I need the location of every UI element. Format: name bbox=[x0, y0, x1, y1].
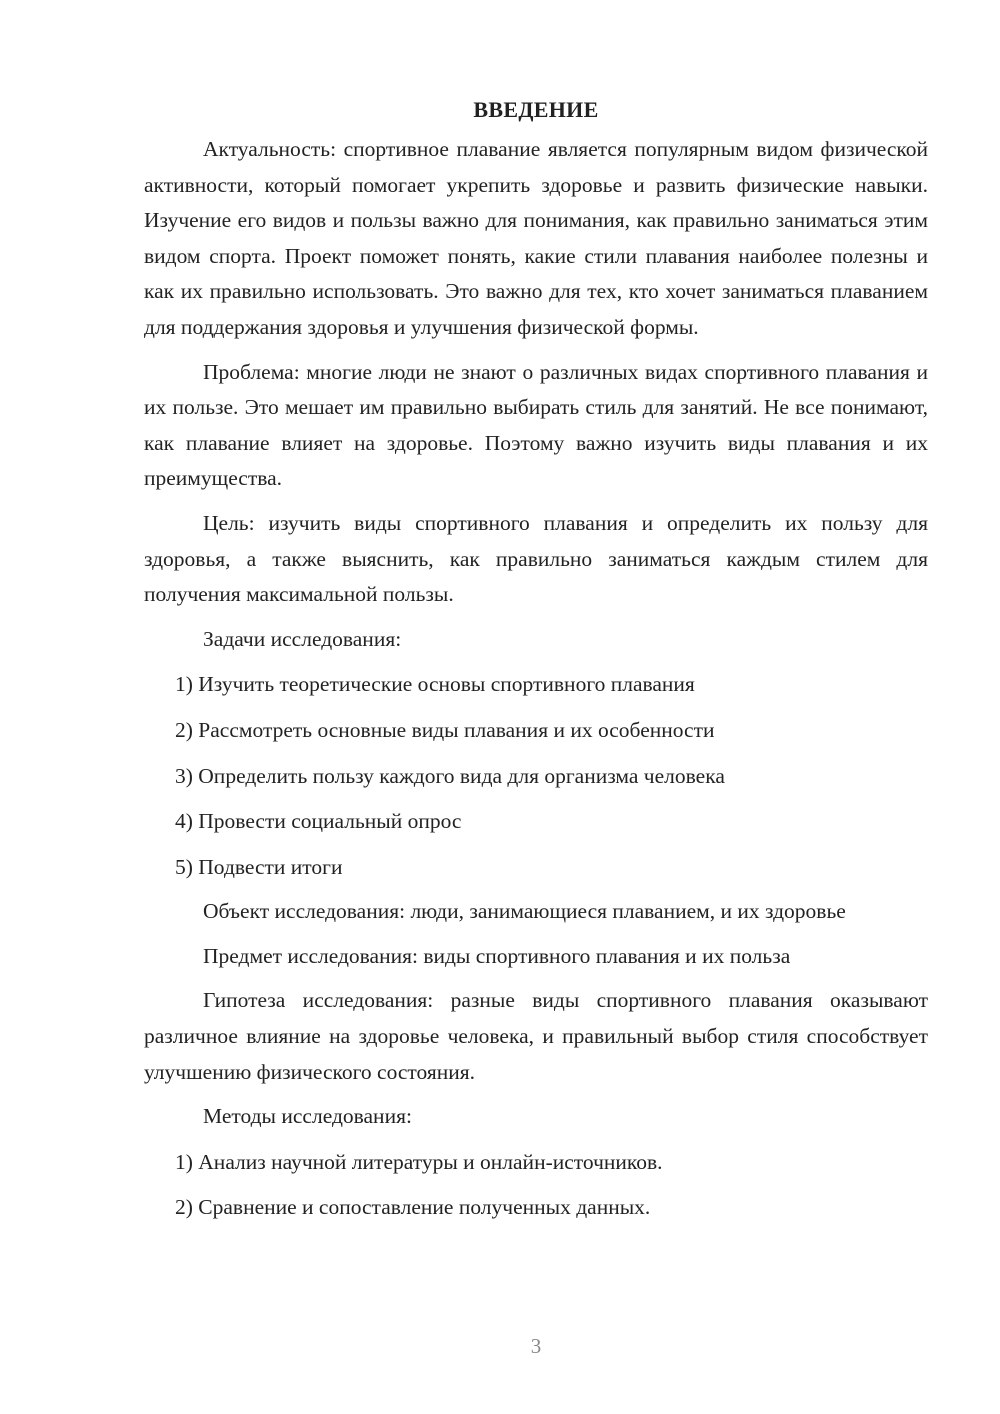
methods-heading: Методы исследования: bbox=[203, 1104, 412, 1129]
tasks-heading: Задачи исследования: bbox=[203, 626, 402, 651]
object-paragraph: Объект исследования: люди, занимающиеся плаванием, и их здоровье bbox=[203, 899, 846, 924]
task-item: 5) Подвести итоги bbox=[175, 854, 343, 879]
page-content bbox=[144, 92, 928, 1226]
page-number: 3 bbox=[530, 1334, 542, 1358]
task-item: 2) Рассмотреть основные виды плавания и их особенности bbox=[175, 717, 715, 742]
task-item: 3) Определить пользу каждого вида для организма человека bbox=[175, 763, 725, 788]
goal-paragraph: Цель: изучить виды спортивного плавания и определить их пользу для здоровья, а также выяснить, как правильно заниматься каждым стилем для получения максимальной пользы. bbox=[144, 510, 928, 607]
task-item: 4) Провести социальный опрос bbox=[175, 809, 462, 834]
relevance-paragraph: Актуальность: спортивное плавание является популярным видом физической активности, который помогает укрепить здоровье и развить физические навыки. Изучение его видов и пользы важно для понимания, как правильно заниматься этим видом спорта. Проект поможет понять, какие стили плавания наиболее полезны и как их правильно использовать. Это важно для тех, кто хочет заниматься плаванием для поддержания здоровья и улучшения физической формы. bbox=[144, 137, 928, 339]
subject-paragraph: Предмет исследования: виды спортивного плавания и их польза bbox=[203, 943, 791, 968]
task-item: 1) Изучить теоретические основы спортивного плавания bbox=[175, 672, 695, 697]
method-item: 1) Анализ научной литературы и онлайн-источников. bbox=[175, 1149, 663, 1174]
method-item: 2) Сравнение и сопоставление полученных данных. bbox=[175, 1195, 651, 1220]
problem-paragraph: Проблема: многие люди не знают о различных видах спортивного плавания и их пользе. Это мешает им правильно выбирать стиль для занятий. Не все понимают, как плавание влияет на здоровье. Поэтому важно изучить виды плавания и их преимущества. bbox=[144, 359, 928, 491]
hypothesis-paragraph: Гипотеза исследования: разные виды спортивного плавания оказывают различное влияние на здоровье человека, и правильный выбор стиля способствует улучшению физического состояния. bbox=[144, 988, 928, 1084]
section-title: ВВЕДЕНИЕ bbox=[473, 97, 599, 122]
